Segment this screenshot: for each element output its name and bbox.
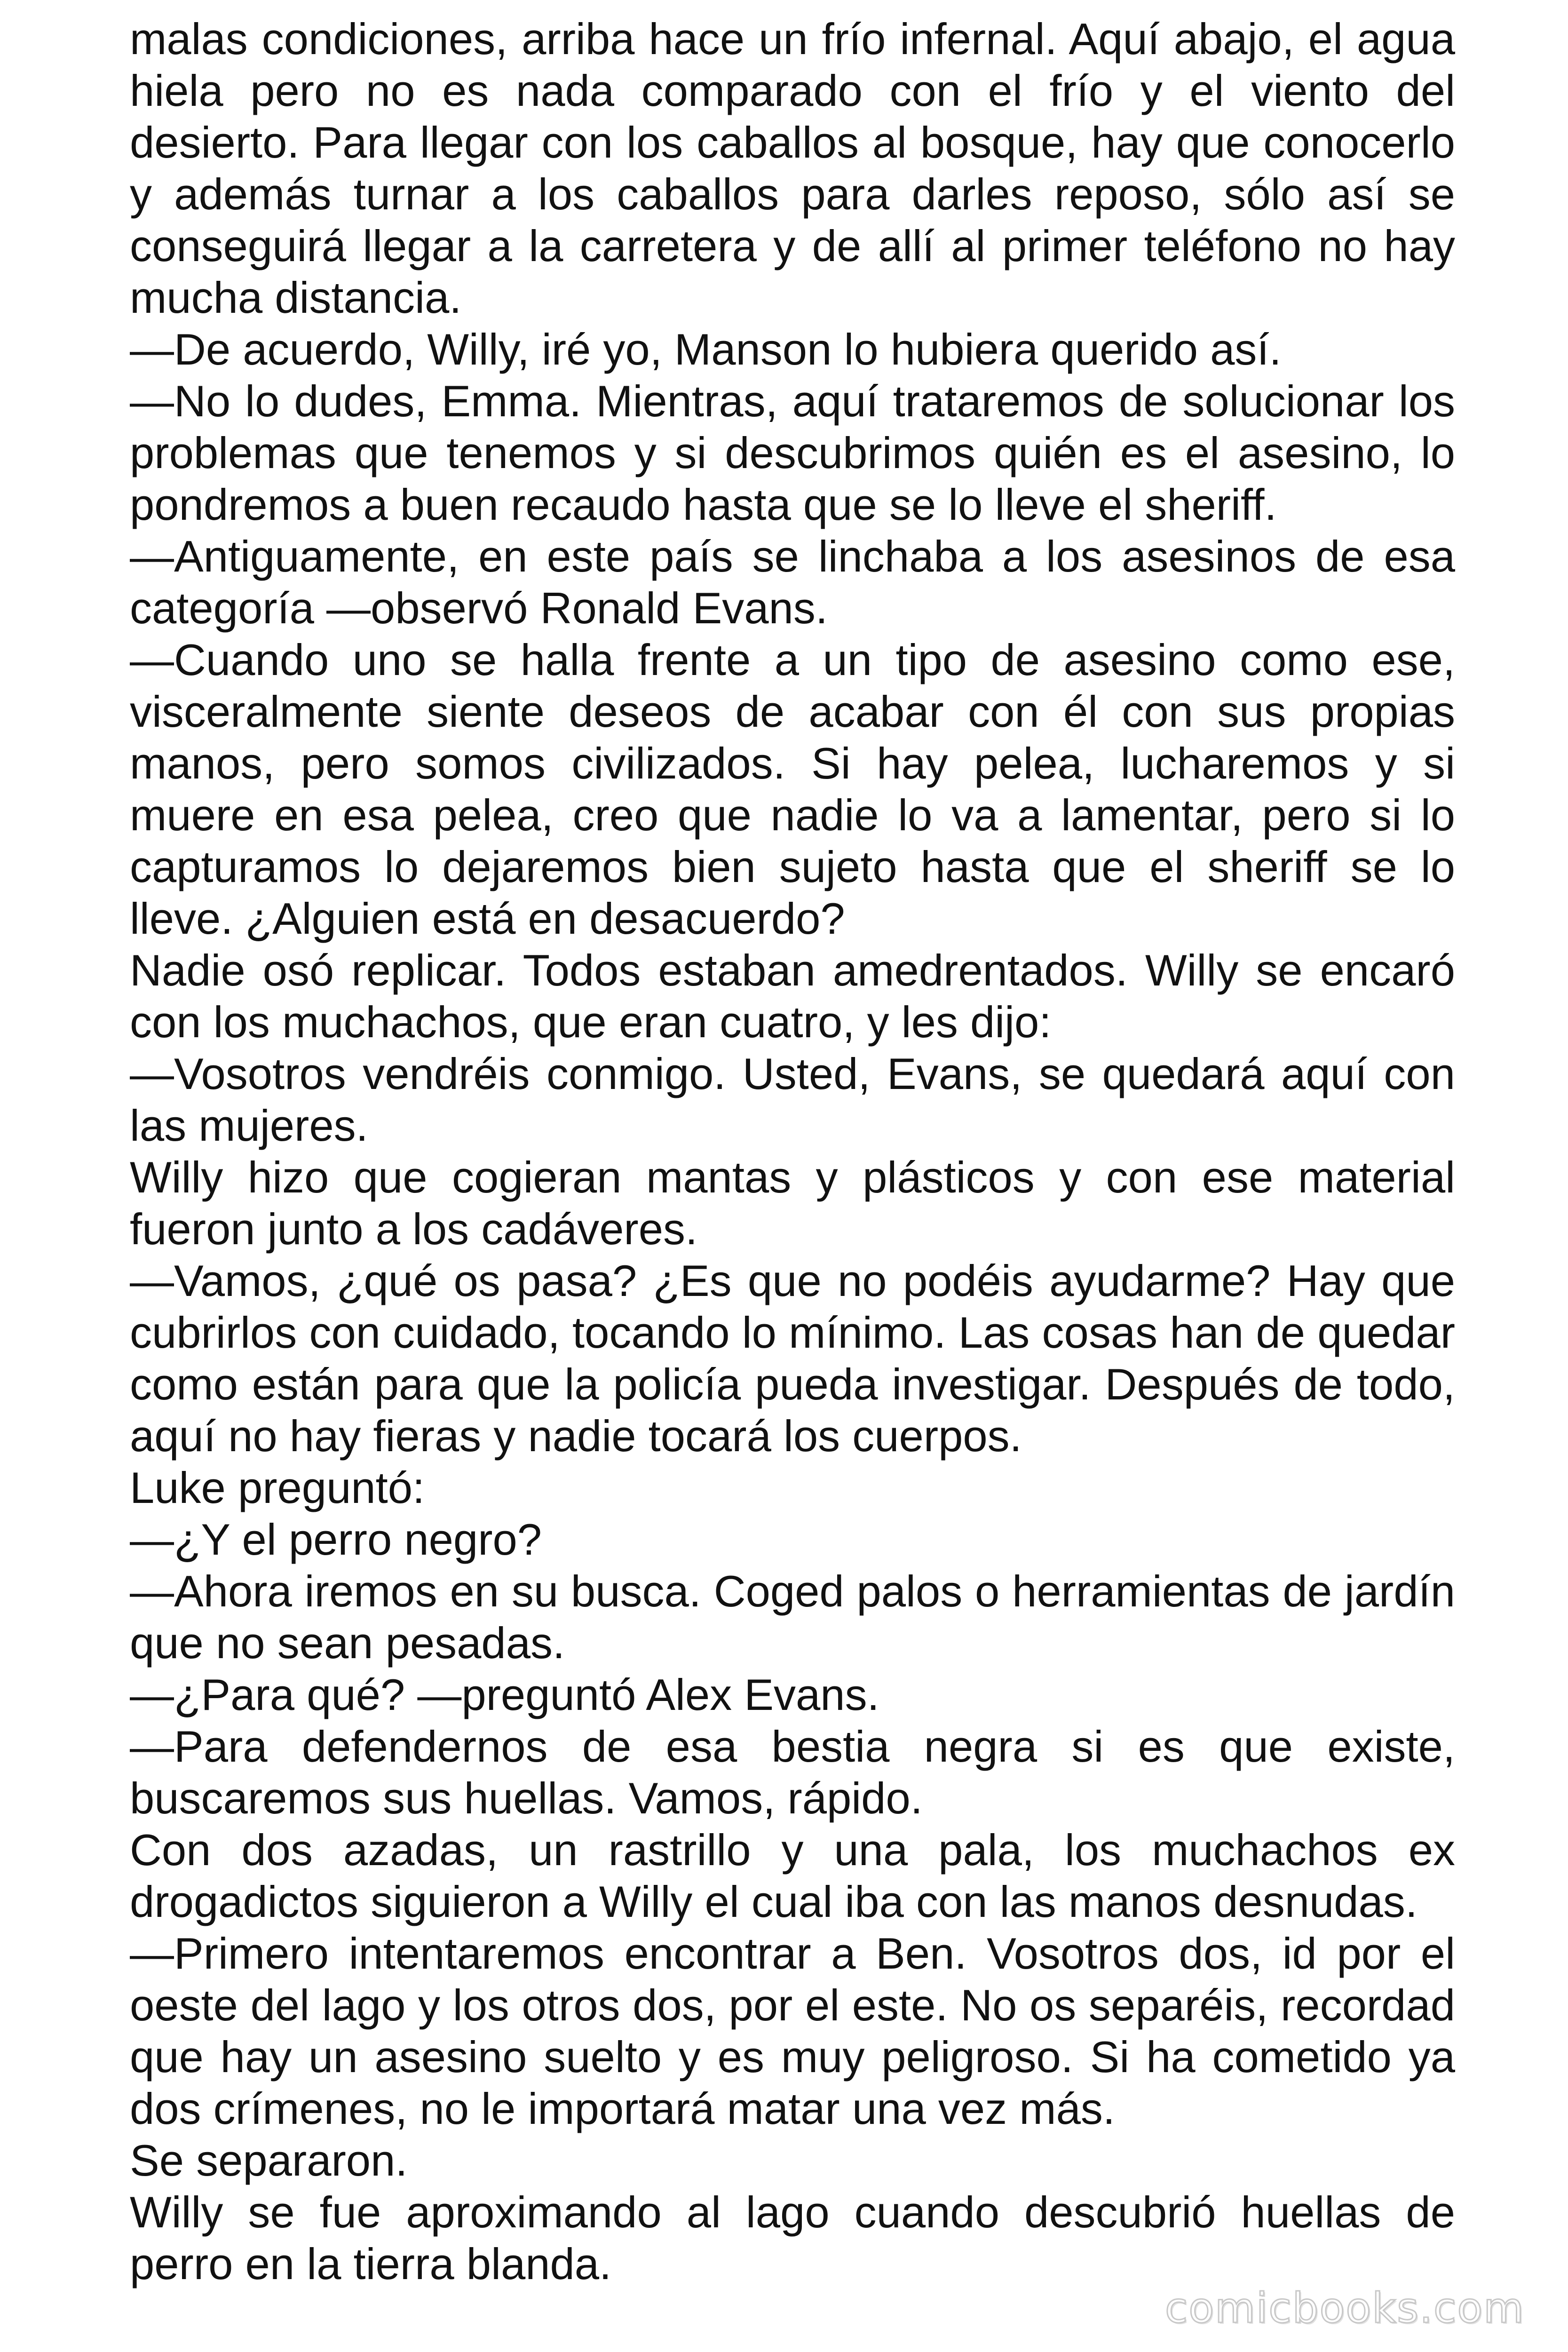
paragraph: —¿Y el perro negro?	[130, 1515, 542, 1564]
paragraph: Willy hizo que cogieran mantas y plásticos y con ese material fueron junto a los cadáveres.	[130, 1152, 1455, 1254]
paragraph: Willy se fue aproximando al lago cuando descubrió huellas de perro en la tierra blanda.	[130, 2187, 1455, 2288]
paragraph: —De acuerdo, Willy, iré yo, Manson lo hubiera querido así.	[130, 325, 1282, 374]
paragraph: Con dos azadas, un rastrillo y una pala, los muchachos ex drogadictos siguieron a Willy el cual iba con las manos desnudas.	[130, 1825, 1455, 1926]
paragraph: —Vosotros vendréis conmigo. Usted, Evans, se quedará aquí con las mujeres.	[130, 1049, 1455, 1150]
paragraph: —Antiguamente, en este país se linchaba a los asesinos de esa categoría —observó Ronald Evans.	[130, 532, 1455, 633]
paragraph: —Cuando uno se halla frente a un tipo de asesino como ese, visceralmente siente deseos de acabar con él con sus propias manos, pero somos civilizados. Si hay pelea, lucharemos y si muere en esa pelea, creo que nadie lo va a lamentar, pero si lo capturamos lo dejaremos bien sujeto hasta que el sheriff se lo lleve. ¿Alguien está en desacuerdo?	[130, 635, 1455, 943]
paragraph: —¿Para qué? —preguntó Alex Evans.	[130, 1670, 879, 1719]
paragraph: Nadie osó replicar. Todos estaban amedrentados. Willy se encaró con los muchachos, que eran cuatro, y les dijo:	[130, 946, 1455, 1047]
paragraph: —Vamos, ¿qué os pasa? ¿Es que no podéis ayudarme? Hay que cubrirlos con cuidado, tocando lo mínimo. Las cosas han de quedar como están para que la policía pueda investigar. Después de todo, aquí no hay fieras y nadie tocará los cuerpos.	[130, 1256, 1455, 1461]
paragraph: Luke preguntó:	[130, 1463, 425, 1512]
paragraph: Se separaron.	[130, 2136, 408, 2185]
paragraph: —Ahora iremos en su busca. Coged palos o herramientas de jardín que no sean pesadas.	[130, 1566, 1455, 1668]
body-text	[130, 13, 1455, 2290]
watermark: comicbooks.com	[1164, 2284, 1525, 2332]
paragraph: —Para defendernos de esa bestia negra si es que existe, buscaremos sus huellas. Vamos, rápido.	[130, 1722, 1455, 1823]
paragraph: —Primero intentaremos encontrar a Ben. Vosotros dos, id por el oeste del lago y los otros dos, por el este. No os separéis, recordad que hay un asesino suelto y es muy peligroso. Si ha cometido ya dos crímenes, no le importará matar una vez más.	[130, 1929, 1455, 2133]
paragraph: malas condiciones, arriba hace un frío infernal. Aquí abajo, el agua hiela pero no es nada comparado con el frío y el viento del desierto. Para llegar con los caballos al bosque, hay que conocerlo y además turnar a los caballos para darles reposo, sólo así se conseguirá llegar a la carretera y de allí al primer teléfono no hay mucha distancia.	[130, 14, 1455, 322]
paragraph: —No lo dudes, Emma. Mientras, aquí trataremos de solucionar los problemas que tenemos y si descubrimos quién es el asesino, lo pondremos a buen recaudo hasta que se lo lleve el sheriff.	[130, 376, 1455, 529]
